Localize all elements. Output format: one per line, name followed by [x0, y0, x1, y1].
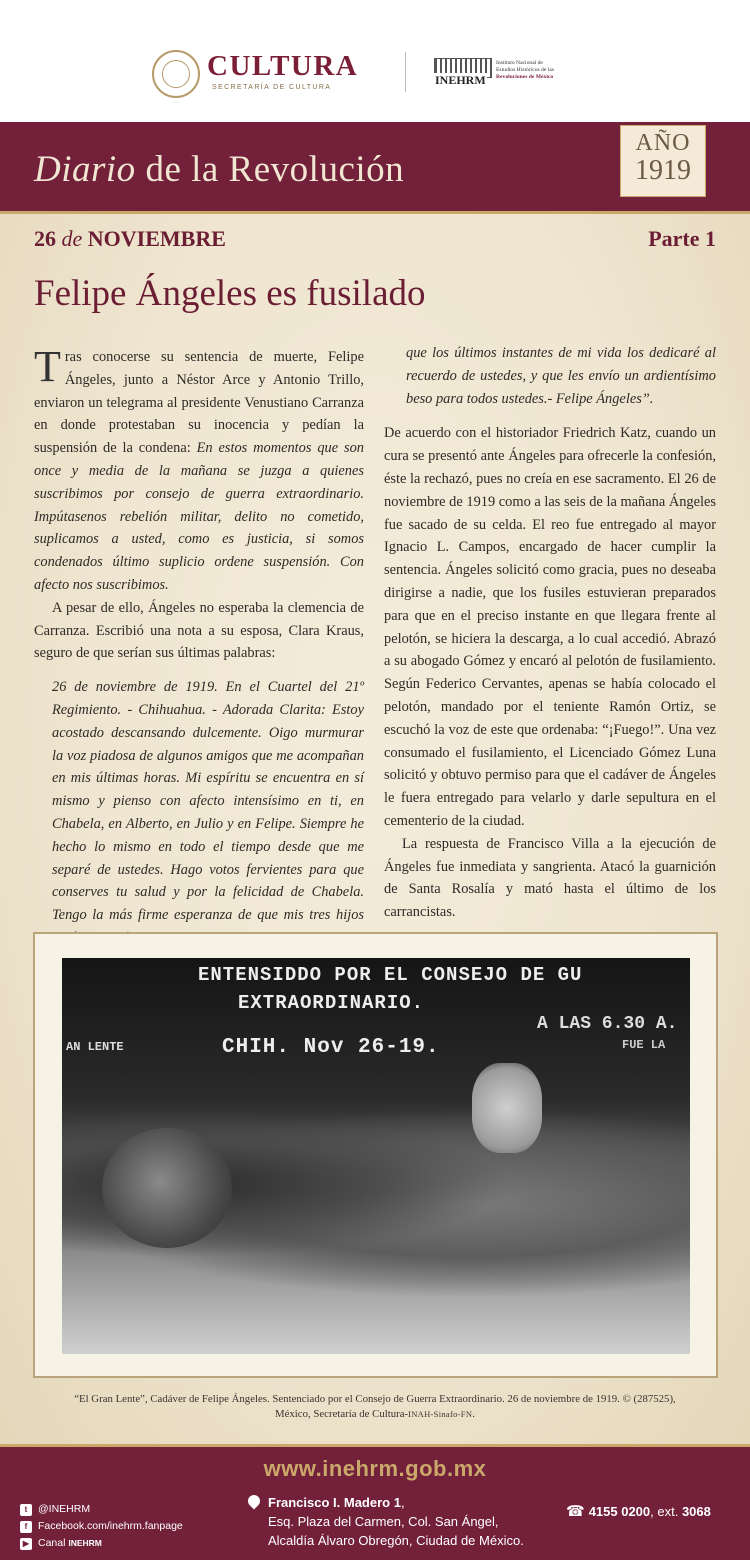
year-label: AÑO [635, 130, 691, 156]
facebook-link[interactable]: f Facebook.com/inehrm.fanpage [20, 1518, 183, 1535]
paragraph-3: De acuerdo con el historiador Friedrich Katz, cuando un cura se presentó ante Ángeles para ofrecerle la confesión, éste la rechazó, pues no creía en ese sacramento. El 26 de noviembre de 1919 como a las seis de la mañana Ángeles fue sacado de su celda. El reo fue entregado al mayor Ignacio L. Campos, encargado de hacer cumplir la sentencia. Ángeles solicitó como gracia, pues no deseaba dirigirse a nadie, que los fusiles estuvieran preparados para que en el preciso instante en que llegara frente al pelotón, se hiciera la descarga, a lo cual accedió. Abrazó a su abogado Gómez y encaró al pelotón de fusilamiento. Según Federico Cervantes, apenas se había colocado el pelotón, mandado por el teniente Ramón Ortiz, se escuchó la voz de este que ordenaba: “¡Fuego!”. Una vez consumado el fusilamiento, el Licenciado Gómez Luna solicitó y obtuvo permiso para que el cadáver de Ángeles le fuera entregado para velarlo y darle sepultura en el cementerio de la ciudad. [384, 425, 716, 829]
social-links [20, 1501, 183, 1552]
banner-title: Diario de la Revolución [34, 149, 405, 190]
top-header [0, 0, 750, 122]
historical-photo [62, 958, 690, 1354]
logo-divider [405, 52, 406, 92]
inehrm-full-name: Instituto Nacional de Estudios Históricos de las Revoluciones de México [496, 60, 554, 80]
paragraph-2: A pesar de ello, Ángeles no esperaba la clemencia de Carranza. Escribió una nota a su esposa, Clara Kraus, seguro de que serían sus últimas palabras: [34, 599, 364, 662]
paragraph-1: Tras conocerse su sentencia de muerte, Felipe Ángeles, junto a Néstor Arce y Antonio Trillo, enviaron un telegrama al presidente Venustiano Carranza en donde protestaban su inocencia y pedían la suspensión de la condena: En estos momentos que son once y media de la mañana se juzga a quienes suscribimos por consejo de guerra extraordinario. Impútasenos rebelión militar, delito no cometido, suplicamos a usted, como es justicia, si somos condenados último suplicio ordene suspensión. Con afecto nos suscribimos. [34, 342, 364, 593]
phone-icon: ☎ [566, 1503, 585, 1520]
cultura-logo-text: CULTURA [207, 50, 359, 82]
youtube-link[interactable]: ▶ Canal INEHRM [20, 1535, 183, 1552]
photo-inscription: ENTENSIDDO POR EL CONSEJO DE GU [198, 964, 583, 986]
article-date: 26 de NOVIEMBRE [34, 226, 226, 251]
year-box [620, 125, 706, 197]
photo-inscription: AN LENTE [66, 1040, 124, 1054]
photo-inscription: CHIH. Nov 26-19. [222, 1036, 440, 1059]
article-column-left [34, 342, 364, 950]
photo-caption: “El Gran Lente”, Cadáver de Felipe Ángeles. Sentenciado por el Consejo de Guerra Extraordinario. 26 de noviembre de 1919. © (287525), México, Secretaría de Cultura-INAH-Sinafo-FN. [74, 1393, 676, 1420]
letter-quote: 26 de noviembre de 1919. En el Cuartel del 21º Regimiento. - Chihuahua. - Adorada Clarita: Estoy acostado descansando dulcemente. Oigo murmurar la voz piadosa de algunos amigos que me acompañan en mis últimas horas. Mi espíritu se encuentra en sí mismo y pienso con afecto intensísimo en ti, en Chabela, en Alberto, en Julio y en Felipe. Siempre he hecho lo mismo en todo el tiempo desde que me separé de ustedes. Hago votos fervientes para que conserves tu salud y por la felicidad de Chabela. Tengo la más firme esperanza de que mis tres hijos [52, 679, 364, 924]
article-part: Parte 1 [648, 226, 716, 251]
article-headline: Felipe Ángeles es fusilado [34, 273, 426, 314]
youtube-icon: ▶ [20, 1538, 32, 1550]
year-value: 1919 [635, 155, 691, 186]
website-link[interactable]: www.inehrm.gob.mx [263, 1456, 487, 1481]
photo-frame [33, 932, 718, 1378]
photo-inscription: FUE LA [622, 1038, 666, 1052]
inehrm-logo-text: INEHRM [435, 73, 486, 87]
facebook-icon: f [20, 1521, 32, 1533]
article-column-right [384, 342, 716, 924]
paragraph-4: La respuesta de Francisco Villa a la ejecución de Ángeles fue inmediata y sangrienta. Atacó la guarnición de Santa Rosalía y mató hasta el último de los carrancistas. [384, 835, 716, 921]
phone-number[interactable]: ☎ 4155 0200, ext. 3068 [566, 1503, 711, 1520]
cultura-subtitle: SECRETARÍA DE CULTURA [212, 84, 332, 91]
letter-quote-continued: que los últimos instantes de mi vida los dedicaré al recuerdo de ustedes, y que les envío un ardientísimo beso para todos ustedes.- Felipe Ángeles”. [406, 345, 716, 407]
twitter-icon: t [20, 1504, 32, 1516]
photo-inscription: A LAS 6.30 A. [537, 1014, 678, 1034]
drop-cap: T [34, 342, 61, 391]
photo-inscription: EXTRAORDINARIO. [238, 992, 425, 1014]
twitter-link[interactable]: t @INEHRM [20, 1501, 183, 1518]
national-seal-icon [152, 50, 200, 98]
address: Francisco I. Madero 1, Esq. Plaza del Carmen, Col. San Ángel, Alcaldía Álvaro Obregón, Ciudad de México. [250, 1493, 524, 1550]
